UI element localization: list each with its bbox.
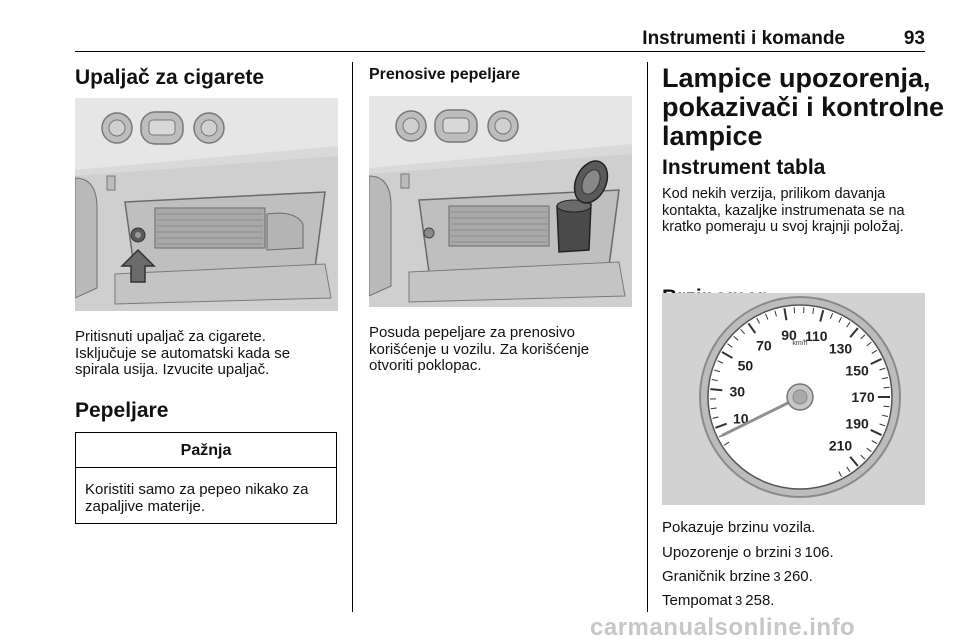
heading-line: Lampice upozorenja,: [662, 63, 931, 93]
ashtrays-heading: Pepeljare: [75, 399, 169, 422]
warning-lights-heading: [662, 64, 947, 151]
ref-page-link[interactable]: 258.: [745, 592, 775, 609]
cigarette-lighter-heading: Upaljač za cigarete: [75, 66, 265, 89]
speedometer-label: 50: [737, 357, 754, 374]
speedometer-label: 30: [729, 383, 746, 400]
text-line: Posuda pepeljare za prenosivo: [369, 324, 575, 341]
text-line: otvoriti poklopac.: [369, 357, 482, 374]
speed-limiter-ref: [662, 568, 813, 585]
speedometer-tick: [884, 406, 890, 407]
cigarette-lighter-text: [75, 329, 290, 379]
caution-title: Pažnja: [180, 442, 232, 459]
portable-ashtray-heading: Prenosive pepeljare: [369, 66, 521, 83]
arrow-icon: 3: [794, 545, 802, 560]
watermark: carmanualsonline.info: [590, 614, 856, 641]
cigarette-lighter-figure: [75, 98, 338, 311]
instrument-panel-text: [662, 186, 905, 236]
cigarette-lighter-illustration: [75, 98, 338, 311]
ref-label: Upozorenje o brzini: [662, 544, 792, 561]
header-rule: [75, 51, 925, 52]
ref-page-link[interactable]: 106.: [804, 544, 834, 561]
speedometer-label: 70: [756, 337, 772, 354]
speedometer-illustration: [662, 293, 925, 505]
column-divider-right: [647, 62, 648, 612]
speedometer-label: 110: [805, 328, 828, 345]
heading-line: lampice: [662, 121, 763, 151]
text-line: korišćenje u vozilu. Za korišćenje: [369, 340, 590, 358]
arrow-icon: 3: [735, 593, 743, 608]
instrument-panel-heading: Instrument tabla: [662, 156, 826, 179]
speedometer-label: 10: [733, 410, 749, 427]
column-divider-left: [352, 62, 353, 612]
ref-label: Graničnik brzine: [662, 568, 771, 585]
arrow-icon: 3: [773, 569, 781, 584]
speedometer-figure: [662, 293, 925, 505]
speedometer-unit: km/h: [792, 340, 808, 347]
portable-ashtray-illustration: [369, 96, 632, 307]
caution-text: [85, 481, 330, 515]
text-line: Kod nekih verzija, prilikom davanja: [662, 186, 886, 202]
speedometer-label: 170: [851, 389, 875, 405]
cruise-control-ref: [662, 592, 774, 609]
speedometer-label: 150: [845, 362, 869, 379]
portable-ashtray-figure: [369, 96, 632, 307]
page-number: 93: [903, 28, 925, 49]
speed-warning-ref: [662, 544, 834, 561]
text-line: Koristiti samo za pepeo nikako za: [85, 481, 309, 498]
ref-label: Tempomat: [662, 592, 733, 609]
heading-line: pokazivači i kontrolne: [662, 92, 945, 122]
caution-notice: [75, 432, 337, 524]
speedometer-tick: [884, 387, 890, 388]
text-line: kratko pomeraju u svoj krajnji položaj.: [662, 219, 904, 235]
speedometer-caption: Pokazuje brzinu vozila.: [662, 519, 816, 536]
speedometer-label: 90: [781, 326, 797, 343]
text-line: kontakta, kazaljke instrumenata se na: [662, 202, 905, 219]
speedometer-label: 130: [828, 340, 853, 357]
running-header-title: Instrumenti i komande: [642, 28, 845, 49]
speedometer-tick: [710, 389, 722, 390]
caution-rule: [76, 467, 336, 468]
speedometer-label: 210: [828, 437, 853, 454]
text-line: Pritisnuti upaljač za cigarete.: [75, 328, 266, 345]
portable-ashtray-text: [369, 325, 589, 375]
text-line: spirala usija. Izvucite upaljač.: [75, 361, 270, 378]
text-line: zapaljive materije.: [85, 498, 206, 515]
ref-page-link[interactable]: 260.: [783, 568, 813, 585]
speedometer-label: 190: [845, 415, 869, 432]
text-line: Isključuje se automatski kada se: [75, 344, 291, 362]
